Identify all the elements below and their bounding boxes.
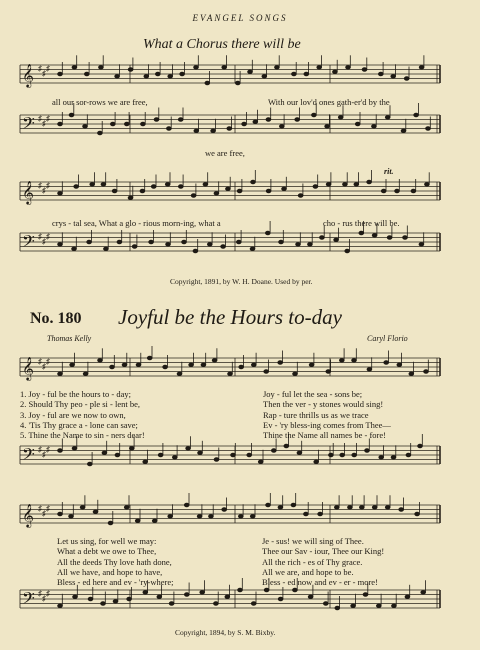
note-head: [158, 453, 163, 457]
note-head: [214, 192, 219, 196]
note-head: [367, 180, 372, 184]
note-head: [415, 512, 420, 516]
note-head: [359, 231, 364, 235]
sharp-icon: ♯: [42, 594, 46, 603]
note-head: [166, 243, 171, 247]
sharp-icon: ♯: [38, 357, 42, 366]
note-head: [227, 127, 232, 131]
note-head: [329, 453, 334, 457]
note-head: [186, 447, 191, 451]
note-head: [72, 66, 77, 70]
lyrics-system1-bass: we are free,: [205, 148, 245, 158]
note-head: [325, 125, 330, 129]
note-head: [359, 506, 364, 510]
clef-icon: 𝄞: [22, 503, 34, 527]
note-head: [58, 512, 63, 516]
note-head: [225, 595, 230, 599]
note-head: [147, 356, 152, 360]
note-head: [144, 75, 149, 79]
staff: [20, 63, 440, 88]
note-head: [177, 372, 182, 376]
note-head: [203, 183, 208, 187]
note-head: [113, 600, 118, 604]
note-head: [334, 238, 339, 242]
note-head: [385, 116, 390, 120]
note-head: [122, 363, 127, 367]
note-head: [154, 118, 159, 122]
note-head: [231, 453, 236, 457]
note-head: [304, 512, 309, 516]
note-head: [348, 506, 353, 510]
sharp-icon: ♯: [42, 509, 46, 518]
note-head: [385, 506, 390, 510]
note-head: [108, 521, 113, 525]
note-head: [135, 519, 140, 523]
music-by: Caryl Florio: [367, 334, 408, 343]
note-head: [193, 249, 198, 253]
note-head: [403, 236, 408, 240]
note-head: [115, 75, 120, 79]
note-head: [214, 458, 219, 462]
note-head: [339, 359, 344, 363]
note-head: [102, 451, 107, 455]
note-head: [335, 606, 340, 610]
note-head: [226, 187, 231, 191]
verse-line-1a: 1. Joy - ful be the hours to - day;: [20, 389, 131, 399]
verse-line-3b: Rap - ture thrills us as we trace: [263, 409, 369, 420]
note-head: [58, 192, 63, 196]
note-head: [205, 81, 210, 85]
copyright-top: Copyright, 1891, by W. H. Doane. Used by per.: [170, 277, 313, 286]
note-head: [99, 66, 104, 70]
note-head: [266, 189, 271, 193]
note-head: [238, 588, 243, 592]
note-head: [266, 118, 271, 122]
verse2-line-1b: Je - sus! we will sing of Thee.: [262, 536, 364, 546]
verse-line-3a: 3. Joy - ful are we now to own,: [20, 409, 126, 420]
note-head: [313, 185, 318, 189]
clef-icon: 𝄢: [22, 231, 35, 255]
note-head: [297, 451, 302, 455]
note-head: [251, 602, 256, 606]
sharp-icon: ♯: [38, 504, 42, 513]
sharp-icon: ♯: [42, 186, 46, 195]
note-head: [409, 372, 414, 376]
note-head: [352, 359, 357, 363]
note-head: [182, 240, 187, 244]
note-head: [275, 66, 280, 70]
sharp-icon: ♯: [42, 450, 46, 459]
sharp-icon: ♯: [46, 504, 50, 513]
note-head: [143, 591, 148, 595]
note-head: [387, 236, 392, 240]
note-head: [242, 122, 247, 126]
note-head: [381, 189, 386, 193]
note-head: [278, 597, 283, 601]
verse2-line-3a: All the deeds Thy love hath done,: [57, 556, 172, 567]
note-head: [129, 447, 134, 451]
note-head: [425, 183, 430, 187]
note-head: [58, 72, 63, 76]
note-head: [392, 604, 397, 608]
sharp-icon: ♯: [38, 232, 42, 241]
note-head: [132, 245, 137, 249]
note-head: [128, 196, 133, 200]
note-head: [279, 240, 284, 244]
verse2-line-2a: What a debt we owe to Thee,: [57, 546, 157, 557]
note-head: [58, 372, 63, 376]
note-head: [266, 503, 271, 507]
note-head: [198, 451, 203, 455]
staff: [20, 444, 440, 468]
note-head: [295, 118, 300, 122]
note-head: [115, 453, 120, 457]
note-head: [271, 449, 276, 453]
note-head: [236, 240, 241, 244]
note-head: [201, 363, 206, 367]
lyrics-system2-right: cho - rus there will be.: [323, 218, 400, 228]
note-head: [124, 122, 129, 126]
verse2-line-5b: Bless - ed now and ev - er - more!: [262, 577, 378, 588]
verse2-line-2b: Thee our Sav - iour, Thee our King!: [262, 546, 385, 557]
note-head: [83, 372, 88, 376]
note-head: [343, 183, 348, 187]
note-head: [141, 122, 146, 126]
note-head: [69, 515, 74, 519]
note-head: [124, 506, 129, 510]
note-head: [317, 66, 322, 70]
note-head: [58, 449, 63, 453]
note-head: [72, 447, 77, 451]
verse2-line-3b: All the rich - es of Thy grace.: [262, 556, 363, 567]
note-head: [372, 506, 377, 510]
note-head: [326, 370, 331, 374]
note-head: [304, 72, 309, 76]
note-head: [69, 113, 74, 117]
note-head: [169, 602, 174, 606]
note-head: [98, 131, 103, 135]
note-head: [222, 66, 227, 70]
song-title-top: What a Chorus there will be: [143, 37, 301, 52]
note-head: [345, 249, 350, 253]
note-head: [418, 444, 423, 448]
note-head: [384, 361, 389, 365]
note-head: [355, 122, 360, 126]
note-head: [117, 240, 122, 244]
clef-icon: 𝄞: [22, 63, 34, 87]
note-head: [235, 81, 240, 85]
note-head: [87, 462, 92, 466]
note-head: [406, 453, 411, 457]
note-head: [265, 231, 270, 235]
lyrics-system2-left: crys - tal sea, What a glo - rious morn-ing, what a: [52, 218, 221, 228]
note-head: [237, 189, 242, 193]
note-head: [264, 588, 269, 592]
note-head: [404, 77, 409, 81]
verse2-line-4b: All we are, and hope to be.: [262, 566, 354, 577]
note-head: [258, 460, 263, 464]
sharp-icon: ♯: [42, 69, 46, 78]
note-head: [84, 72, 89, 76]
clef-icon: 𝄢: [22, 444, 35, 468]
note-head: [200, 591, 205, 595]
note-head: [312, 113, 317, 117]
note-head: [309, 363, 314, 367]
clef-icon: 𝄞: [22, 180, 34, 204]
note-head: [296, 243, 301, 247]
note-head: [152, 519, 157, 523]
note-head: [318, 512, 323, 516]
note-head: [112, 189, 117, 193]
verse-line-1b: Joy - ful let the sea - sons be;: [263, 389, 363, 399]
note-head: [101, 183, 106, 187]
sharp-icon: ♯: [38, 114, 42, 123]
note-head: [251, 363, 256, 367]
note-head: [424, 370, 429, 374]
note-head: [419, 66, 424, 70]
note-head: [414, 113, 419, 117]
note-head: [376, 604, 381, 608]
note-head: [128, 68, 133, 72]
verse-line-4b: Ev - 'ry bless-ing comes from Thee—: [263, 419, 391, 430]
note-head: [90, 183, 95, 187]
note-head: [167, 127, 172, 131]
note-head: [351, 604, 356, 608]
note-head: [88, 597, 93, 601]
note-head: [405, 595, 410, 599]
note-head: [127, 597, 132, 601]
verse2-line-5a: Bless - ed here and ev - 'ry-where;: [57, 577, 174, 588]
note-head: [291, 503, 296, 507]
note-head: [401, 129, 406, 133]
note-head: [363, 593, 368, 597]
sharp-icon: ♯: [46, 357, 50, 366]
note-head: [194, 66, 199, 70]
note-head: [419, 243, 424, 247]
note-head: [73, 595, 78, 599]
note-head: [157, 595, 162, 599]
note-head: [58, 243, 63, 247]
note-head: [379, 456, 384, 460]
sharp-icon: ♯: [46, 445, 50, 454]
note-head: [110, 365, 115, 369]
sharp-icon: ♯: [38, 181, 42, 190]
note-head: [238, 515, 243, 519]
running-head: EVANGEL SONGS: [192, 13, 288, 23]
sharp-icon: ♯: [38, 445, 42, 454]
note-head: [191, 194, 196, 198]
verse-line-4a: 4. 'Tis Thy grace a - lone can save;: [20, 419, 138, 430]
sharp-icon: ♯: [46, 181, 50, 190]
note-head: [326, 183, 331, 187]
verse-line-2a: 2. Should Thy peo - ple si - lent be,: [20, 399, 141, 410]
note-head: [101, 602, 106, 606]
note-head: [178, 118, 183, 122]
clef-icon: 𝄞: [22, 356, 34, 380]
note-head: [184, 503, 189, 507]
note-head: [334, 506, 339, 510]
note-head: [262, 75, 267, 79]
note-head: [426, 127, 431, 131]
note-head: [323, 602, 328, 606]
note-head: [411, 189, 416, 193]
note-head: [58, 604, 63, 608]
note-head: [352, 453, 357, 457]
note-head: [197, 515, 202, 519]
note-head: [298, 194, 303, 198]
note-head: [372, 125, 377, 129]
note-head: [168, 515, 173, 519]
sharp-icon: ♯: [38, 64, 42, 73]
note-head: [80, 506, 85, 510]
verse-line-2b: Then the ver - y stones would sing!: [263, 399, 384, 410]
verse2-line-4a: All we have, and hope to have,: [57, 566, 163, 577]
note-head: [338, 116, 343, 120]
words-by: Thomas Kelly: [47, 334, 92, 343]
verse-line-5a: 5. Thine the Name to sin - ners dear!: [20, 430, 145, 441]
note-head: [228, 372, 233, 376]
note-head: [362, 68, 367, 72]
note-head: [346, 66, 351, 70]
note-head: [222, 508, 227, 512]
note-head: [58, 122, 63, 126]
note-head: [194, 129, 199, 133]
note-head: [239, 365, 244, 369]
sharp-icon: ♯: [38, 589, 42, 598]
note-head: [354, 183, 359, 187]
note-head: [72, 247, 77, 251]
note-head: [253, 120, 258, 124]
sharp-icon: ♯: [42, 362, 46, 371]
note-head: [74, 185, 79, 189]
note-head: [221, 245, 226, 249]
note-head: [110, 122, 115, 126]
note-head: [293, 588, 298, 592]
note-head: [279, 125, 284, 129]
sharp-icon: ♯: [46, 114, 50, 123]
sharp-icon: ♯: [46, 232, 50, 241]
note-head: [278, 506, 283, 510]
note-head: [278, 361, 283, 365]
note-head: [172, 456, 177, 460]
note-head: [293, 372, 298, 376]
note-head: [250, 515, 255, 519]
note-head: [212, 359, 217, 363]
sharp-icon: ♯: [42, 237, 46, 246]
note-head: [421, 591, 426, 595]
verse-line-5b: Thine the Name all names be - fore!: [263, 430, 386, 441]
note-head: [247, 453, 252, 457]
note-head: [365, 449, 370, 453]
hymn-number: No. 180: [30, 310, 82, 327]
note-head: [211, 129, 216, 133]
note-head: [93, 510, 98, 514]
note-head: [292, 72, 297, 76]
note-head: [250, 247, 255, 251]
note-head: [340, 453, 345, 457]
note-head: [399, 508, 404, 512]
note-head: [395, 189, 400, 193]
note-head: [282, 187, 287, 191]
note-head: [248, 70, 253, 74]
note-head: [397, 363, 402, 367]
note-head: [98, 359, 103, 363]
sharp-icon: ♯: [46, 64, 50, 73]
note-head: [207, 243, 212, 247]
note-head: [178, 185, 183, 189]
note-head: [284, 444, 289, 448]
note-head: [180, 72, 185, 76]
note-head: [151, 185, 156, 189]
note-head: [391, 456, 396, 460]
note-head: [136, 363, 141, 367]
note-head: [251, 180, 256, 184]
note-head: [378, 72, 383, 76]
note-head: [308, 595, 313, 599]
note-head: [155, 72, 160, 76]
staff: [20, 356, 440, 381]
note-head: [168, 75, 173, 79]
lyrics-system1-right: With our lov'd ones gath-er'd by the: [268, 97, 390, 107]
note-head: [372, 234, 377, 238]
note-head: [189, 363, 194, 367]
note-head: [184, 593, 189, 597]
clef-icon: 𝄢: [22, 588, 35, 612]
sharp-icon: ♯: [46, 589, 50, 598]
note-head: [83, 125, 88, 129]
clef-icon: 𝄢: [22, 113, 35, 137]
note-head: [333, 70, 338, 74]
verse2-line-1a: Let us sing, for well we may:: [57, 536, 157, 546]
note-head: [391, 75, 396, 79]
note-head: [214, 602, 219, 606]
hymn-title: Joyful be the Hours to-day: [118, 305, 342, 329]
tempo-mark-rit: rit.: [384, 167, 394, 176]
note-head: [367, 368, 372, 372]
note-head: [87, 240, 92, 244]
note-head: [165, 183, 170, 187]
note-head: [149, 240, 154, 244]
sharp-icon: ♯: [42, 119, 46, 128]
note-head: [104, 247, 109, 251]
note-head: [140, 189, 145, 193]
note-head: [209, 515, 214, 519]
note-head: [143, 460, 148, 464]
lyrics-system1-left: all our sor-rows we are free,: [52, 97, 148, 107]
note-head: [320, 236, 325, 240]
note-head: [163, 365, 168, 369]
note-head: [264, 370, 269, 374]
note-head: [308, 243, 313, 247]
note-head: [314, 460, 319, 464]
note-head: [70, 363, 75, 367]
copyright-main: Copyright, 1894, by S. M. Bixby.: [175, 628, 276, 637]
